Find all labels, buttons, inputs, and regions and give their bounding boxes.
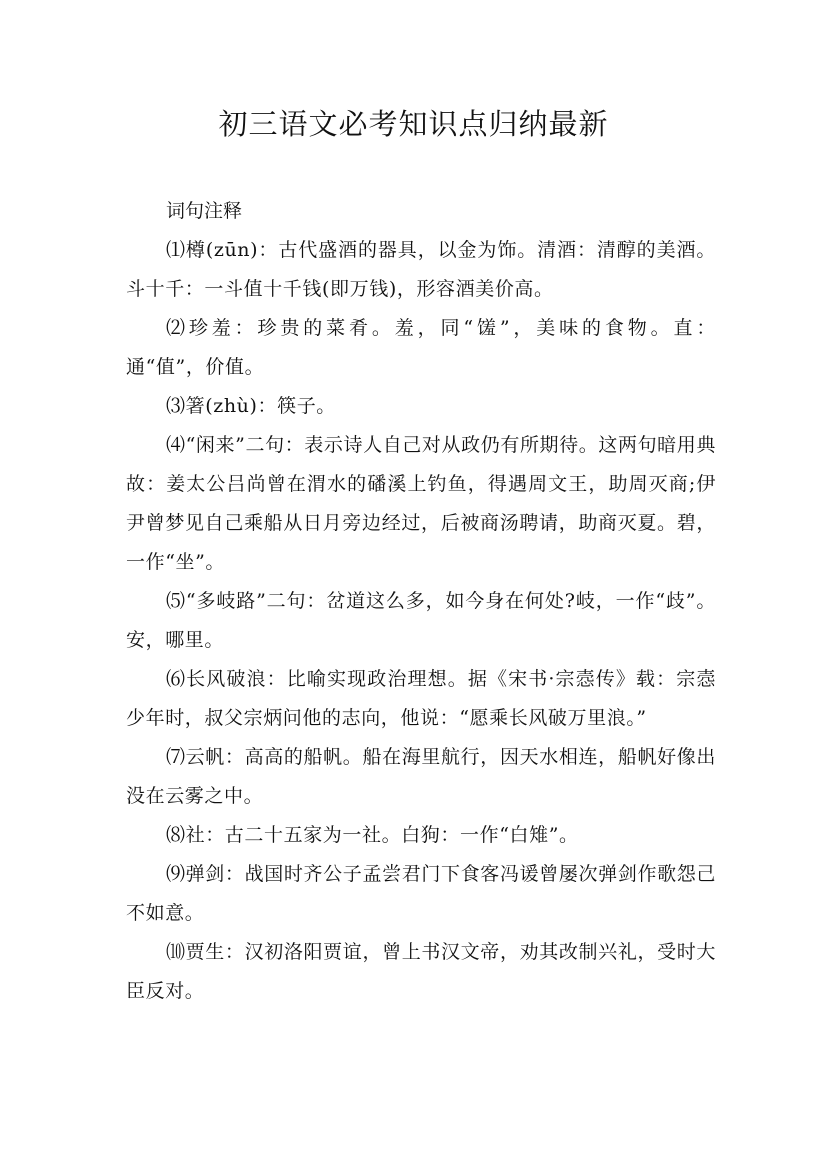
note-paragraph-5: ⑸“多岐路”二句：岔道这么多，如今身在何处?岐，一作“歧”。安，哪里。 [126,590,716,651]
section-heading: 词句注释 [166,200,243,222]
note-paragraph-2: ⑵珍羞：珍贵的菜肴。羞，同“馐”，美味的食物。直：通“值”，价值。 [126,317,716,378]
note-paragraph-9: ⑼弹剑：战国时齐公子孟尝君门下食客冯谖曾屡次弹剑作歌怨己不如意。 [126,863,716,924]
document-body [126,192,716,1011]
note-paragraph-3: ⑶箸(zhù)：筷子。 [166,395,336,417]
note-paragraph-10: ⑽贾生：汉初洛阳贾谊，曾上书汉文帝，劝其改制兴礼，受时大臣反对。 [126,941,716,1002]
note-paragraph-1: ⑴樽(zūn)：古代盛酒的器具，以金为饰。清酒：清醇的美酒。斗十千：一斗值十千钱(即万钱)，形容酒美价高。 [126,239,716,300]
note-paragraph-4: ⑷“闲来”二句：表示诗人自己对从政仍有所期待。这两句暗用典故：姜太公吕尚曾在渭水的磻溪上钓鱼，得遇周文王，助周灭商;伊尹曾梦见自己乘船从日月旁边经过，后被商汤聘请，助商灭夏。碧，一作“坐”。 [126,434,716,573]
note-paragraph-7: ⑺云帆：高高的船帆。船在海里航行，因天水相连，船帆好像出没在云雾之中。 [126,746,716,807]
note-paragraph-6: ⑹长风破浪：比喻实现政治理想。据《宋书·宗悫传》载：宗悫少年时，叔父宗炳问他的志向，他说：“愿乘长风破万里浪。” [126,668,716,729]
document-title: 初三语文必考知识点归纳最新 [218,107,609,141]
note-paragraph-8: ⑻社：古二十五家为一社。白狗：一作“白雉”。 [166,824,579,846]
